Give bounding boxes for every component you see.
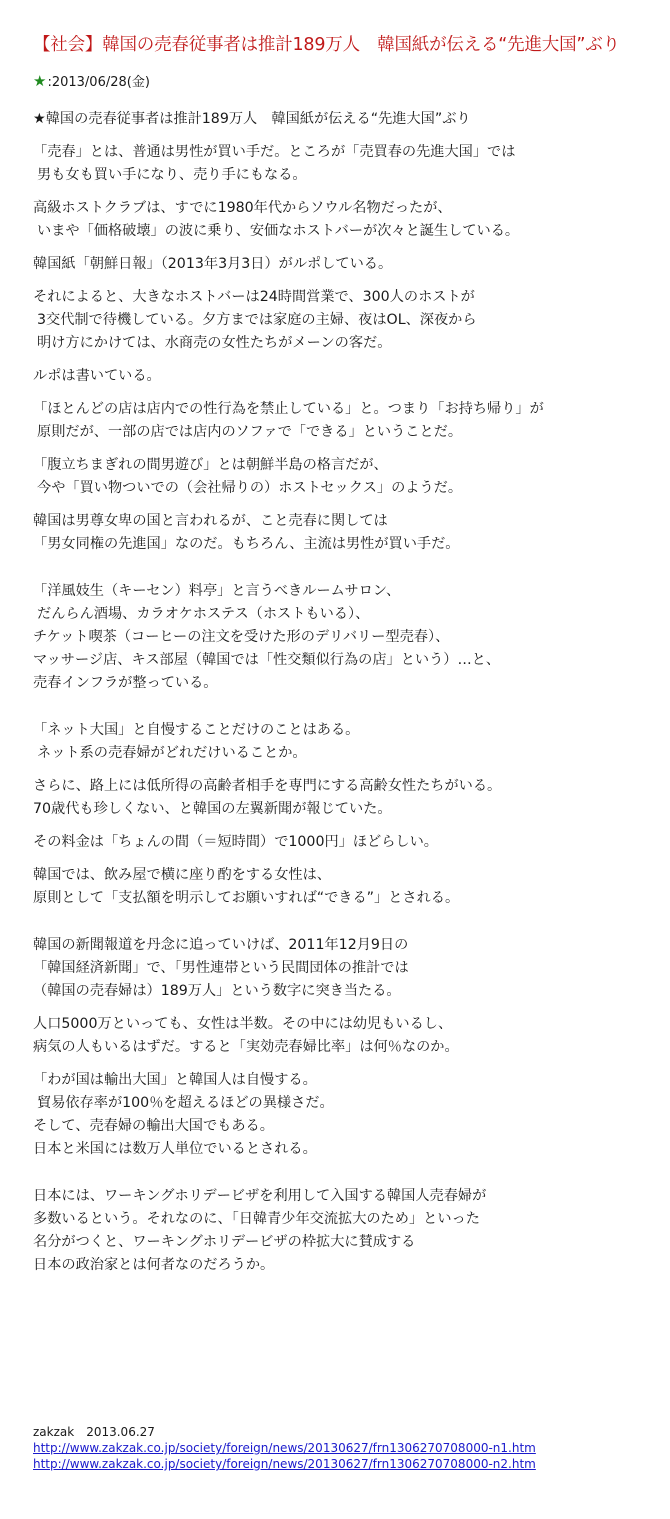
paragraph-line: 「男女同権の先進国」なのだ。もちろん、主流は男性が買い手だ。 <box>33 536 460 552</box>
paragraph-line: 「ほとんどの店は店内での性行為を禁止している」と。つまり「お持ち帰り」が <box>33 401 544 417</box>
article-paragraph <box>33 831 663 854</box>
source-link-2[interactable]: http://www.zakzak.co.jp/society/foreign/news/20130627/frn1306270708000-n2.htm <box>33 1457 536 1471</box>
article-paragraph <box>33 510 663 556</box>
paragraph-line: 名分がつくと、ワーキングホリデービザの枠拡大に賛成する <box>33 1234 416 1250</box>
article-paragraph <box>33 365 663 388</box>
paragraph-line: 「韓国経済新聞」で、「男性連帯という民間団体の推計では <box>33 960 409 976</box>
article-paragraph <box>33 286 663 355</box>
paragraph-line: 韓国では、飲み屋で横に座り酌をする女性は、 <box>33 867 331 883</box>
paragraph-line: ルポは書いている。 <box>33 368 161 384</box>
paragraph-line: いまや「価格破壊」の波に乗り、安価なホストバーが次々と誕生している。 <box>37 223 520 239</box>
paragraph-line: 今や「買い物ついでの（会社帰りの）ホストセックス」のようだ。 <box>37 480 463 496</box>
paragraph-line: 日本の政治家とは何者なのだろうか。 <box>33 1257 275 1273</box>
paragraph-line: ネット系の売春婦がどれだけいることか。 <box>37 745 307 761</box>
source-credit: zakzak 2013.06.27 <box>33 1425 155 1439</box>
post-date: :2013/06/28(金) <box>47 75 150 90</box>
paragraph-line: 明け方にかけては、水商売の女性たちがメーンの客だ。 <box>37 335 392 351</box>
article-paragraph <box>33 1069 663 1161</box>
paragraph-line: 日本には、ワーキングホリデービザを利用して入国する韓国人売春婦が <box>33 1188 487 1204</box>
paragraph-line: さらに、路上には低所得の高齢者相手を専門にする高齢女性たちがいる。 <box>33 778 502 794</box>
paragraph-line: （韓国の売春婦は）189万人」という数字に突き当たる。 <box>33 983 401 999</box>
article-paragraph <box>33 719 663 765</box>
paragraph-line: ★韓国の売春従事者は推計189万人 韓国紙が伝える“先進大国”ぶり <box>33 111 471 127</box>
paragraph-line: 3交代制で待機している。夕方までは家庭の主婦、夜はOL、深夜から <box>37 312 477 328</box>
paragraph-line: 売春インフラが整っている。 <box>33 675 218 691</box>
paragraph-line: 「ネット大国」と自慢することだけのことはある。 <box>33 722 360 738</box>
article-paragraph <box>33 864 663 910</box>
star-icon: ★ <box>33 71 47 90</box>
article-paragraph <box>33 398 663 444</box>
paragraph-line: 70歳代も珍しくない、と韓国の左翼新聞が報じていた。 <box>33 801 392 817</box>
article-body <box>33 108 663 1287</box>
paragraph-line: それによると、大きなホストバーは24時間営業で、300人のホストが <box>33 289 475 305</box>
paragraph-line: チケット喫茶（コーヒーの注文を受けた形のデリバリー型売春）、 <box>33 629 450 645</box>
article-paragraph <box>33 775 663 821</box>
article-paragraph <box>33 108 663 131</box>
article-paragraph <box>33 1013 663 1059</box>
article-paragraph <box>33 580 663 695</box>
paragraph-line: 韓国紙「朝鮮日報」（2013年3月3日）がルポしている。 <box>33 256 393 272</box>
paragraph-line: 原則だが、一部の店では店内のソファで「できる」ということだ。 <box>37 424 463 440</box>
paragraph-line: だんらん酒場、カラオケホステス（ホストもいる）、 <box>37 606 370 622</box>
source-link-1[interactable]: http://www.zakzak.co.jp/society/foreign/news/20130627/frn1306270708000-n1.htm <box>33 1441 536 1455</box>
paragraph-line: 韓国は男尊女卑の国と言われるが、こと売春に関しては <box>33 513 388 529</box>
paragraph-line: 人口5000万といっても、女性は半数。その中には幼児もいるし、 <box>33 1016 453 1032</box>
paragraph-line: 「洋風妓生（キーセン）料亭」と言うべきルームサロン、 <box>33 583 401 599</box>
paragraph-line: その料金は「ちょんの間（＝短時間）で1000円」ほどらしい。 <box>33 834 438 850</box>
article-paragraph <box>33 253 663 276</box>
paragraph-line: マッサージ店、キス部屋（韓国では「性交類似行為の店」という）…と、 <box>33 652 501 668</box>
article-paragraph <box>33 1185 663 1277</box>
paragraph-line: 「わが国は輸出大国」と韓国人は自慢する。 <box>33 1072 317 1088</box>
paragraph-line: 高級ホストクラブは、すでに1980年代からソウル名物だったが、 <box>33 200 452 216</box>
post-date-line <box>33 71 150 90</box>
paragraph-line: 病気の人もいるはずだ。すると「実効売春婦比率」は何％なのか。 <box>33 1039 459 1055</box>
paragraph-line: 韓国の新聞報道を丹念に追っていけば、2011年12月9日の <box>33 937 409 953</box>
paragraph-line: 男も女も買い手になり、売り手にもなる。 <box>37 167 307 183</box>
source-footer <box>33 1424 536 1472</box>
paragraph-line: 「売春」とは、普通は男性が買い手だ。ところが「売買春の先進大国」では <box>33 144 516 160</box>
paragraph-line: 原則として「支払額を明示してお願いすれば“できる”」とされる。 <box>33 890 460 906</box>
paragraph-line: そして、売春婦の輸出大国でもある。 <box>33 1118 274 1134</box>
paragraph-line: 「腹立ちまぎれの間男遊び」とは朝鮮半島の格言だが、 <box>33 457 388 473</box>
article-title: 【社会】韓国の売春従事者は推計189万人 韓国紙が伝える“先進大国”ぶり <box>33 35 620 55</box>
article-paragraph <box>33 197 663 243</box>
paragraph-line: 貿易依存率が100％を超えるほどの異様さだ。 <box>37 1095 334 1111</box>
paragraph-line: 日本と米国には数万人単位でいるとされる。 <box>33 1141 317 1157</box>
article-paragraph <box>33 934 663 1003</box>
article-paragraph <box>33 454 663 500</box>
article-paragraph <box>33 141 663 187</box>
paragraph-line: 多数いるという。それなのに、「日韓青少年交流拡大のため」といった <box>33 1211 480 1227</box>
